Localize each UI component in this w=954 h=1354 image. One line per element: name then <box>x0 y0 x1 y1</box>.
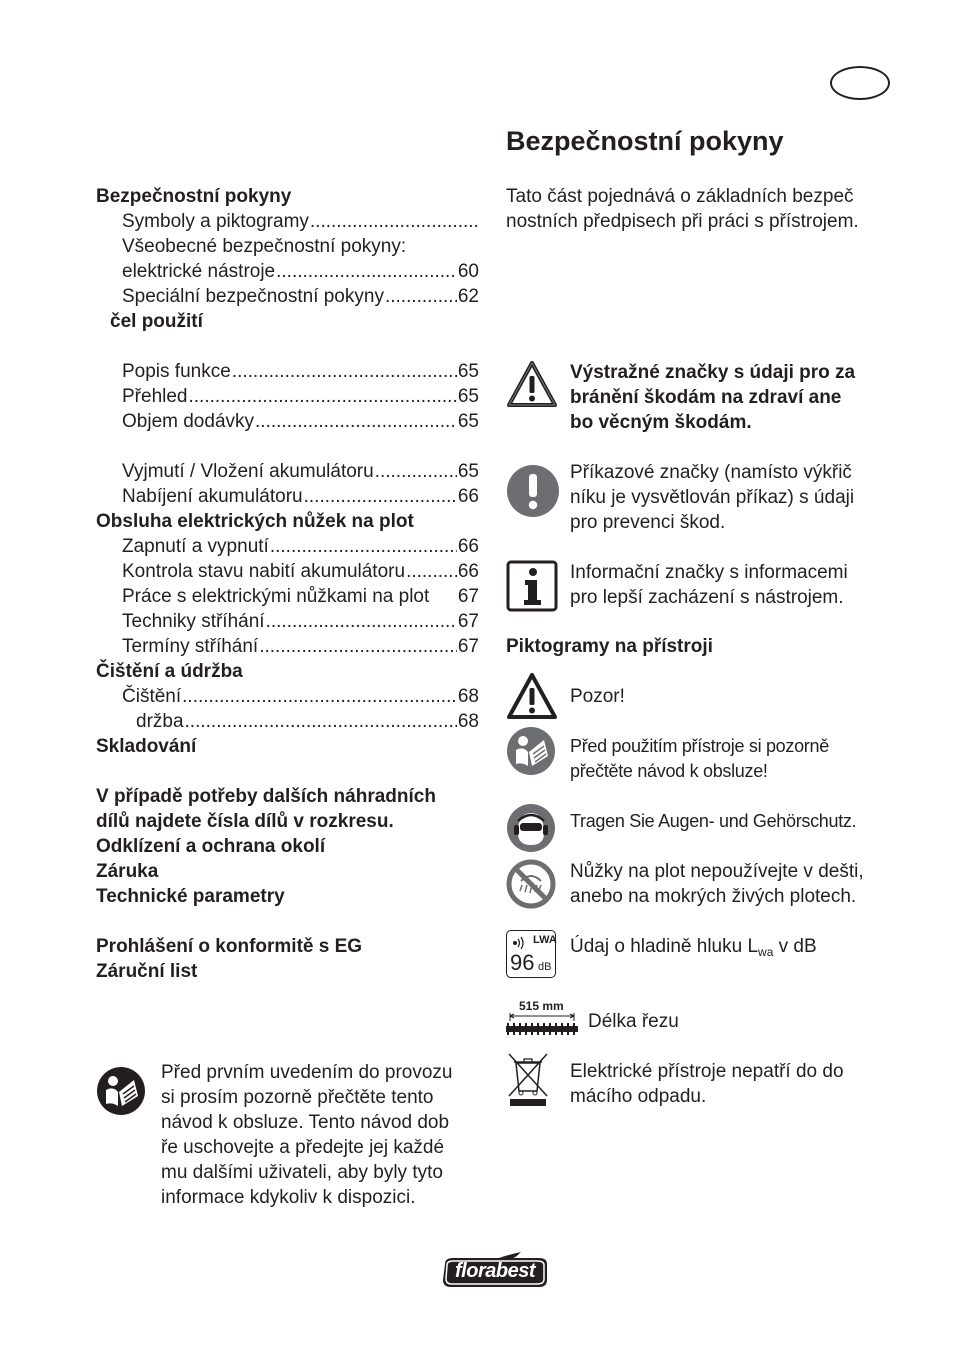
toc-spacer <box>96 434 479 459</box>
symbol-info-text: Informační značky s informacemi <box>570 562 848 583</box>
read-manual-icon <box>506 726 556 776</box>
symbol-mandatory-text: pro prevenci škod. <box>570 512 726 533</box>
toc-entry <box>96 384 479 409</box>
toc-leader-dots <box>182 684 457 709</box>
toc-leader-dots <box>189 384 457 409</box>
toc-page-number: 66 <box>457 561 479 582</box>
read-note-line: ře uschovejte a předejte jej každé <box>161 1137 445 1158</box>
cut-length-measure: 515 mm <box>519 999 564 1013</box>
toc-entry-title: Bezpečnostní pokyny <box>96 186 292 207</box>
toc-entry <box>96 884 479 909</box>
pictograms-heading: Piktogramy na přístroji <box>506 636 713 657</box>
no-rain-icon <box>506 859 556 909</box>
toc-entry <box>96 809 479 834</box>
pictogram-protection-text: Tragen Sie Augen- und Gehörschutz. <box>570 811 857 831</box>
toc-page-number: 60 <box>457 261 479 282</box>
toc-spacer <box>96 909 479 934</box>
toc-entry-title: Speciální bezpečnostní pokyny <box>122 286 384 307</box>
brand-logo <box>439 1250 551 1296</box>
toc-entry-title: elektrické nástroje <box>122 261 276 282</box>
toc-entry-title: Techniky stříhání <box>122 611 265 632</box>
toc-entry-title: Technické parametry <box>96 886 285 907</box>
warning-triangle-icon <box>506 672 558 720</box>
toc-entry <box>96 934 479 959</box>
toc-spacer <box>96 759 479 784</box>
symbol-warning-text: bránění škodám na zdraví ane <box>570 387 842 408</box>
toc-entry-title: čel použití <box>110 311 203 332</box>
read-note-line: si prosím pozorně přečtěte tento <box>161 1087 434 1108</box>
toc-entry-title: Všeobecné bezpečnostní pokyny: <box>122 236 407 257</box>
noise-unit: dB <box>538 961 552 973</box>
toc-entry-title: V případě potřeby dalších náhradních <box>96 786 436 807</box>
read-manual-note <box>161 1060 481 1210</box>
toc-leader-dots <box>375 459 457 484</box>
toc-leader-dots <box>255 409 457 434</box>
toc-entry <box>96 284 479 309</box>
toc-page-number: 65 <box>457 361 479 382</box>
toc-entry <box>96 234 479 259</box>
symbol-warning-text: bo věcným škodám. <box>570 412 752 433</box>
symbol-info-text: pro lepší zacházení s nástrojem. <box>570 587 844 608</box>
toc-leader-dots <box>310 209 478 234</box>
toc-entry-title: Záruka <box>96 861 159 882</box>
toc-entry <box>96 484 479 509</box>
page-title: Bezpečnostní pokyny <box>506 126 784 156</box>
toc-entry-title: Termíny stříhání <box>122 636 259 657</box>
toc-page-number: 66 <box>457 486 479 507</box>
toc-entry-title: Zapnutí a vypnutí <box>122 536 269 557</box>
toc-leader-dots <box>185 709 457 734</box>
toc-entry <box>96 584 479 609</box>
toc-leader-dots <box>406 559 457 584</box>
pictogram-noise-text <box>570 934 817 965</box>
toc-entry-title: Popis funkce <box>122 361 231 382</box>
toc-entry <box>96 359 479 384</box>
crossed-bin-icon <box>506 1051 550 1109</box>
toc-entry-title: dílů najdete čísla dílů v rozkresu. <box>96 811 394 832</box>
toc-entry <box>96 184 479 209</box>
toc-leader-dots <box>270 534 457 559</box>
toc-leader-dots <box>266 609 457 634</box>
pictogram-read-manual-text: přečtěte návod k obsluze! <box>570 761 768 781</box>
toc-leader-dots <box>276 259 457 284</box>
pictogram-cut-length-text: Délka řezu <box>588 1011 679 1032</box>
intro-line: nostních předpisech při práci s přístrojem. <box>506 211 859 232</box>
noise-text-suffix: v dB <box>773 936 817 957</box>
toc-entry-title: Skladování <box>96 736 197 757</box>
eye-ear-protection-icon <box>506 803 556 853</box>
pictogram-read-manual-text: Před použitím přístroje si pozorně <box>570 736 829 756</box>
toc-entry <box>96 834 479 859</box>
toc-entry <box>96 634 479 659</box>
toc-entry-title: Záruční list <box>96 961 198 982</box>
toc-page-number: 65 <box>457 386 479 407</box>
toc-entry-title: Obsluha elektrických nůžek na plot <box>96 511 414 532</box>
toc-entry <box>96 734 479 759</box>
toc-entry-title: Čištění a údržba <box>96 661 243 682</box>
warning-triangle-icon <box>506 360 558 408</box>
pictogram-disposal-text: mácího odpadu. <box>570 1086 707 1107</box>
noise-lwa-label: LWA <box>533 934 557 946</box>
symbol-mandatory-text: níku je vysvětlován příkaz) s údaji <box>570 487 855 508</box>
noise-level-icon <box>506 930 556 978</box>
country-code-oval <box>830 66 890 100</box>
toc-entry-title: Čištění <box>122 686 182 707</box>
blade-icon <box>506 1013 580 1039</box>
toc-entry <box>96 859 479 884</box>
toc-entry <box>96 709 479 734</box>
toc-entry-title: Odklízení a ochrana okolí <box>96 836 326 857</box>
toc-entry <box>96 509 479 534</box>
noise-value: 96 <box>510 950 535 975</box>
noise-text-prefix: Údaj o hladině hluku L <box>570 936 759 957</box>
mandatory-exclamation-icon <box>506 464 560 518</box>
table-of-contents <box>96 184 479 984</box>
toc-entry <box>96 959 479 984</box>
read-note-line: návod k obsluze. Tento návod dob <box>161 1112 450 1133</box>
toc-leader-dots <box>385 284 457 309</box>
toc-page-number: 65 <box>457 461 479 482</box>
cut-length-icon <box>506 999 580 1039</box>
pictogram-caution-text: Pozor! <box>570 686 625 707</box>
toc-page-number: 67 <box>457 636 479 657</box>
read-manual-icon <box>96 1066 146 1116</box>
symbol-mandatory-text: Příkazové značky (namísto výkřič <box>570 462 852 483</box>
toc-spacer <box>96 334 479 359</box>
toc-leader-dots <box>304 484 457 509</box>
toc-page-number: 67 <box>457 586 479 607</box>
toc-page-number: 68 <box>457 711 479 732</box>
toc-entry <box>96 259 479 284</box>
info-icon <box>506 560 558 612</box>
pictogram-no-rain-text: anebo na mokrých živých plotech. <box>570 886 857 907</box>
toc-entry <box>96 534 479 559</box>
brand-name: florabest <box>455 1260 535 1282</box>
toc-entry <box>96 459 479 484</box>
toc-entry <box>96 609 479 634</box>
toc-entry-title: Práce s elektrickými nůžkami na plot <box>122 586 430 607</box>
intro-line: Tato část pojednává o základních bezpeč <box>506 186 854 207</box>
toc-entry <box>96 659 479 684</box>
toc-leader-dots <box>232 359 457 384</box>
read-note-line: Před prvním uvedením do provozu <box>161 1062 453 1083</box>
toc-entry <box>96 559 479 584</box>
read-note-line: informace kdykoliv k dispozici. <box>161 1187 416 1208</box>
toc-page-number: 67 <box>457 611 479 632</box>
toc-page-number: 62 <box>457 286 479 307</box>
toc-entry <box>96 209 479 234</box>
toc-entry-title: držba <box>136 711 184 732</box>
toc-entry-title: Prohlášení o konformitě s EG <box>96 936 363 957</box>
read-note-line: mu dalšími uživateli, aby byly tyto <box>161 1162 443 1183</box>
toc-entry-title: Nabíjení akumulátoru <box>122 486 303 507</box>
toc-page-number: 66 <box>457 536 479 557</box>
toc-page-number: 65 <box>457 411 479 432</box>
sound-waves-icon <box>511 935 527 951</box>
intro-paragraph <box>506 184 906 234</box>
pictogram-disposal-text: Elektrické přístroje nepatří do do <box>570 1061 844 1082</box>
toc-entry-title: Přehled <box>122 386 188 407</box>
toc-entry <box>96 309 479 334</box>
noise-text-sub: wa <box>758 945 774 959</box>
toc-entry-title: Symboly a piktogramy <box>122 211 309 232</box>
toc-leader-dots <box>259 634 457 659</box>
toc-page-number: 68 <box>457 686 479 707</box>
toc-entry-title: Objem dodávky <box>122 411 255 432</box>
toc-entry <box>96 684 479 709</box>
toc-entry-title: Vyjmutí / Vložení akumulátoru <box>122 461 374 482</box>
toc-entry <box>96 784 479 809</box>
pictogram-no-rain-text: Nůžky na plot nepoužívejte v dešti, <box>570 861 864 882</box>
toc-entry <box>96 409 479 434</box>
toc-entry-title: Kontrola stavu nabití akumulátoru <box>122 561 406 582</box>
symbol-warning-text: Výstražné značky s údaji pro za <box>570 362 856 383</box>
